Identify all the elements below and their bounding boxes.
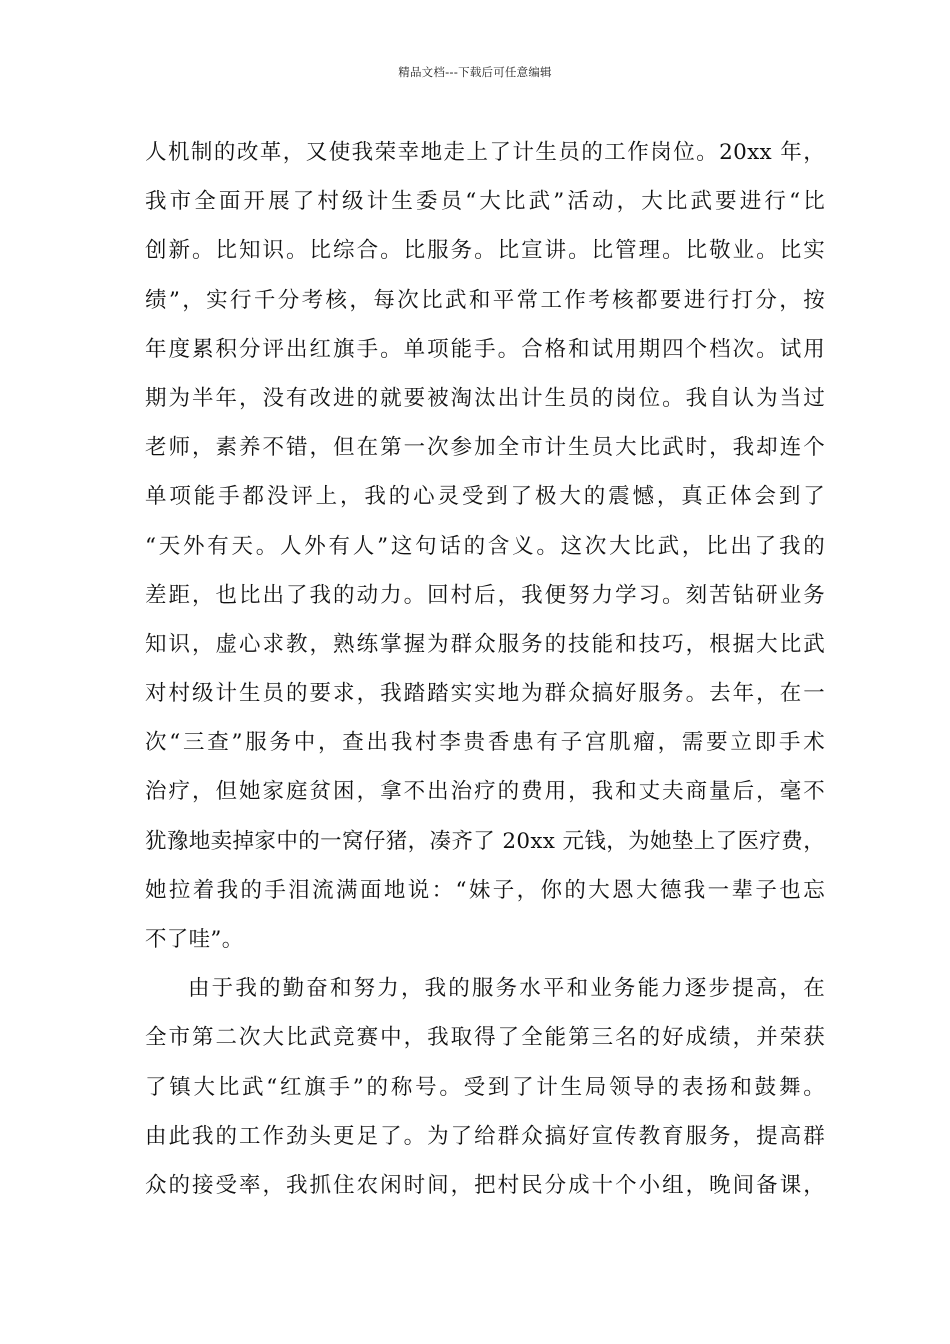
text-line: 由此我的工作劲头更足了。为了给群众搞好宣传教育服务，提高群: [145, 1123, 825, 1149]
text-line: 我市全面开展了村级计生委员“大比武”活动，大比武要进行“比: [145, 189, 825, 215]
text-line: 由于我的勤奋和努力，我的服务水平和业务能力逐步提高，在: [188, 976, 825, 1002]
text-line: 次“三查”服务中，查出我村李贵香患有子宫肌瘤，需要立即手术: [145, 730, 825, 756]
text-line: 人机制的改革，又使我荣幸地走上了计生员的工作岗位。20xx 年，: [145, 140, 825, 165]
text-line: 犹豫地卖掉家中的一窝仔猪，凑齐了 20xx 元钱，为她垫上了医疗费，: [145, 828, 825, 854]
text-line: 期为半年，没有改进的就要被淘汰出计生员的岗位。我自认为当过: [145, 385, 825, 411]
text-line: 老师，素养不错，但在第一次参加全市计生员大比武时，我却连个: [145, 435, 825, 461]
text-line: 年度累积分评出红旗手。单项能手。合格和试用期四个档次。试用: [145, 336, 825, 362]
text-line: 单项能手都没评上，我的心灵受到了极大的震憾，真正体会到了: [145, 484, 825, 510]
text-line: 众的接受率，我抓住农闲时间，把村民分成十个小组，晚间备课，: [145, 1172, 825, 1198]
text-line: 不了哇”。: [145, 927, 244, 952]
page-header: 精品文档---下载后可任意编辑: [398, 65, 552, 79]
text-line: 治疗，但她家庭贫困，拿不出治疗的费用，我和丈夫商量后，毫不: [145, 779, 825, 805]
paragraph-2: [145, 964, 825, 1210]
text-line: 差距，也比出了我的动力。回村后，我便努力学习。刻苦钻研业务: [145, 582, 825, 608]
text-line: 创新。比知识。比综合。比服务。比宣讲。比管理。比敬业。比实: [145, 238, 825, 264]
text-line: 知识，虚心求教，熟练掌握为群众服务的技能和技巧，根据大比武: [145, 631, 825, 657]
text-line: 绩”，实行千分考核，每次比武和平常工作考核都要进行打分，按: [145, 287, 825, 313]
text-line: 了镇大比武“红旗手”的称号。受到了计生局领导的表扬和鼓舞。: [145, 1074, 825, 1100]
text-line: 全市第二次大比武竞赛中，我取得了全能第三名的好成绩，并荣获: [145, 1025, 825, 1051]
text-line: 对村级计生员的要求，我踏踏实实地为群众搞好服务。去年，在一: [145, 681, 825, 707]
text-line: “天外有天。人外有人”这句话的含义。这次大比武，比出了我的: [145, 533, 825, 559]
body-text: [145, 128, 825, 1210]
text-line: 她拉着我的手泪流满面地说：“妹子，你的大恩大德我一辈子也忘: [145, 877, 825, 903]
paragraph-1: [145, 128, 825, 964]
